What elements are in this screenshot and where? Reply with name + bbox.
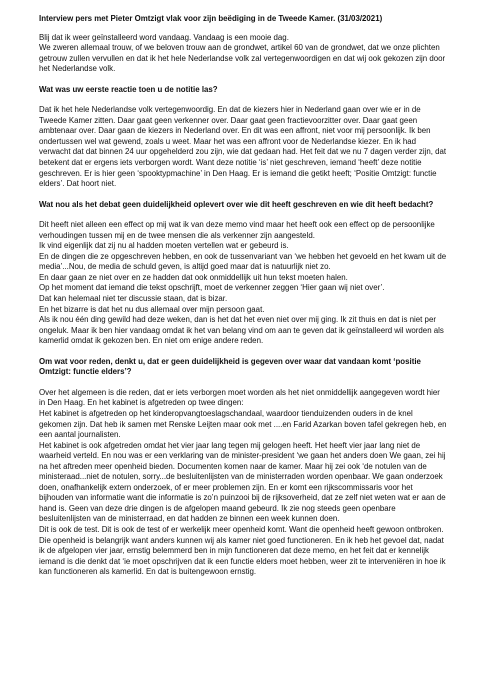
section-paragraph: En het bizarre is dat het nu dus allemaal over mijn persoon gaat. [39,304,265,314]
section-paragraph: Het kabinet is afgetreden op het kinderopvangtoeslagschandaal, waardoor tienduizenden ouders in de knel gekomen zijn. Dat heb ik samen met Renske Leijten maar ook met ....en Farid Azarkan boven tafel gekregen heb, en een aantal journalisten. [39,408,447,440]
section-paragraph: Als ik nou één ding gewild had deze weken, dan is het dat het even niet over mij ging. Ik zit thuis en dat is niet per ongeluk. Maar ik ben hier vandaag omdat ik het van belang vind om aan te geven dat ik geïnstalleerd wil worden als kamerlid omdat ik gekozen ben. En niet om enige andere reden. [39,315,444,346]
section-paragraph: Op het moment dat iemand die tekst opschrijft, moet de verkenner zeggen ‘Hier gaan wij niet over’. [39,283,385,293]
section-reason [39,357,447,578]
section-paragraph: Dat ik het hele Nederlandse volk vertegenwoordig. En dat de kiezers hier in Nederland gaan over wie er in de Tweede Kamer zitten. Daar gaat geen verkenner over. Daar gaat geen fractievoorzitter over. Daar gaat geen ambtenaar over. Daar gaan de kiezers in Nederland over. En dit was een affront, niet voor mij persoonlijk. Ik ben ondertussen wel wat gewend, zoals u weet. Maar het was een affront voor de Nederlandse kiezer. En ik had verwacht dat dat binnen 24 uur opgehelderd zou zijn, wie dat gedaan had. Het feit dat we nu 7 dagen verder zijn, dat betekent dat er ergens iets verborgen wordt. Want deze notitie ‘is’ niet geschreven, iemand ‘heeft’ deze notitie geschreven. Er is hier geen ‘spooktypmachine’ in Den Haag. Er is iemand die getikt heeft; ‘Positie Omtzigt: functie elders’. Dat hoort niet. [39,105,447,189]
section-paragraph: Dit is ook de test. Dit is ook de test of er werkelijk meer openheid komt. Want die openheid heeft gewoon ontbroken. Die openheid is belangrijk want anders kunnen wij als kamer niet goed functioneren. En ik heb het gevoel dat, nadat ik de afgelopen vier jaar, ernstig belemmerd ben in mijn functioneren dat deze memo, en het feit dat er kennelijk iemand is die denkt dat ‘ie moet opschrijven dat ik een functie elders moet hebben, weer zit te interveniëren in hoe ik kan functioneren als kamerlid. En dat is buitengewoon ernstig. [39,524,446,577]
section-first-reaction [39,85,447,190]
document-title: Interview pers met Pieter Omtzigt vlak voor zijn beëdiging in de Tweede Kamer. (31/03/2021) [39,14,383,23]
section-question: Wat nou als het debat geen duidelijkheid oplevert over wie dit heeft geschreven en wie dit heeft bedacht? [39,199,434,209]
section-paragraph: Het kabinet is ook afgetreden omdat het vier jaar lang tegen mij gelogen heeft. Het heeft vier jaar lang niet de waarheid verteld. En nou was er een verklaring van de minister-president ‘we gaan het anders doen We gaan, zei hij na het aftreden meer openheid bieden. Documenten komen naar de kamer. Maar hij zei ook ‘de notulen van de ministeraad...niet de notulen, sorry...de besluitenlijsten van de ministerraden worden openbaar. We gaan onderzoek doen, onafhankelijk extern onderzoek, of er meer problemen zijn. En er komt een rijkscommissaris voor het bijhouden van informatie want die informatie is zo’n puinzooi bij de rijksoverheid, dat ze zelf niet weten wat er aan de hand is. Geen van deze drie dingen is de afgelopen maand gebeurd. Ik zie nog steeds geen openbare besluitenlijsten van de ministerraad, en dat hadden ze binnen een week kunnen doen. [39,440,446,524]
section-paragraph: Dat kan helemaal niet ter discussie staan, dat is bizar. [39,294,228,304]
intro-paragraph: Blij dat ik weer geïnstalleerd word vandaag. Vandaag is een mooie dag. [39,32,289,42]
section-paragraph: En de dingen die ze opgeschreven hebben, en ook de tussenvariant van ‘we hebben het gevoeld en het kwam uit de media’...Nou, de media de schuld geven, is altijd goed maar dat is natuurlijk niet zo. [39,251,447,272]
section-paragraph: Ik vind eigenlijk dat zij nu al hadden moeten vertellen wat er gebeurd is. [39,241,289,251]
section-debate [39,200,447,347]
intro-block [39,33,447,75]
section-paragraph: En daar gaan ze niet over en ze hadden dat ook onmiddellijk uit hun tekst moeten halen. [39,272,348,282]
section-paragraph: Over het algemeen is die reden, dat er iets verborgen moet worden als het niet onmiddellijk aangegeven wordt hier in Den Haag. En het kabinet is afgetreden op twee dingen: [39,387,440,408]
section-question: Om wat voor reden, denkt u, dat er geen duidelijkheid is gegeven over waar dat vandaan komt ‘positie Omtzigt: functie elders’? [39,356,421,377]
intro-paragraph: We zweren allemaal trouw, of we beloven trouw aan de grondwet, artikel 60 van de grondwet, dat we onze plichten getrouw zullen vervullen en dat ik het hele Nederlandse volk zal vertegenwoordigen en dat wij ook gekozen zijn door het Nederlandse volk. [39,43,446,74]
section-paragraph: Dit heeft niet alleen een effect op mij wat ik van deze memo vind maar het heeft ook een effect op de persoonlijke verhoudingen tussen mij en de twee mensen die als verkenner zijn aangesteld. [39,220,435,240]
section-question: Wat was uw eerste reactie toen u de notitie las? [39,84,218,94]
